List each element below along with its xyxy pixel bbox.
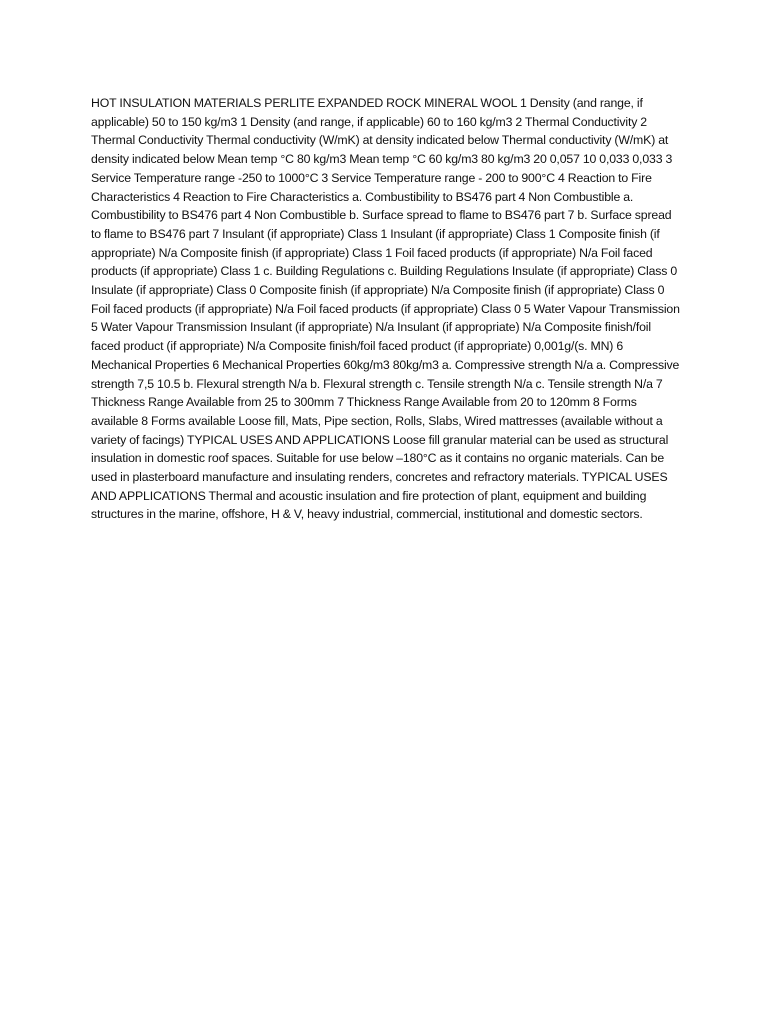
document-body-text: HOT INSULATION MATERIALS PERLITE EXPANDED ROCK MINERAL WOOL 1 Density (and range, if applicable) 50 to 150 kg/m3 1 Density (and range, if applicable) 60 to 160 kg/m3 2 Thermal Conductivity 2 Thermal Conductivity Thermal conductivity (W/mK) at density indicated below Thermal conductivity (W/mK) at density indicated below Mean temp °C 80 kg/m3 Mean temp °C 60 kg/m3 80 kg/m3 20 0,057 10 0,033 0,033 3 Service Temperature range -250 to 1000°C 3 Service Temperature range - 200 to 900°C 4 Reaction to Fire Characteristics 4 Reaction to Fire Characteristics a. Combustibility to BS476 part 4 Non Combustible a. Combustibility to BS476 part 4 Non Combustible b. Surface spread to flame to BS476 part 7 b. Surface spread to flame to BS476 part 7 Insulant (if appropriate) Class 1 Insulant (if appropriate) Class 1 Composite finish (if appropriate) N/a Composite finish (if appropriate) Class 1 Foil faced products (if appropriate) N/a Foil faced products (if appropriate) Class 1 c. Building Regulations c. Building Regulations Insulate (if appropriate) Class 0 Insulate (if appropriate) Class 0 Composite finish (if appropriate) N/a Composite finish (if appropriate) Class 0 Foil faced products (if appropriate) N/a Foil faced products (if appropriate) Class 0 5 Water Vapour Transmission 5 Water Vapour Transmission Insulant (if appropriate) N/a Insulant (if appropriate) N/a Composite finish/foil faced product (if appropriate) N/a Composite finish/foil faced product (if appropriate) 0,001g/(s. MN) 6 Mechanical Properties 6 Mechanical Properties 60kg/m3 80kg/m3 a. Compressive strength N/a a. Compressive strength 7,5 10.5 b. Flexural strength N/a b. Flexural strength c. Tensile strength N/a c. Tensile strength N/a 7 Thickness Range Available from 25 to 300mm 7 Thickness Range Available from 20 to 120mm 8 Forms available 8 Forms available Loose fill, Mats, Pipe section, Rolls, Slabs, Wired mattresses (available without a variety of facings) TYPICAL USES AND APPLICATIONS Loose fill granular material can be used as structural insulation in domestic roof spaces. Suitable for use below –180°C as it contains no organic materials. Can be used in plasterboard manufacture and insulating renders, concretes and refractory materials. TYPICAL USES AND APPLICATIONS Thermal and acoustic insulation and fire protection of plant, equipment and building structures in the marine, offshore, H & V, heavy industrial, commercial, institutional and domestic sectors. — [91, 96, 680, 522]
